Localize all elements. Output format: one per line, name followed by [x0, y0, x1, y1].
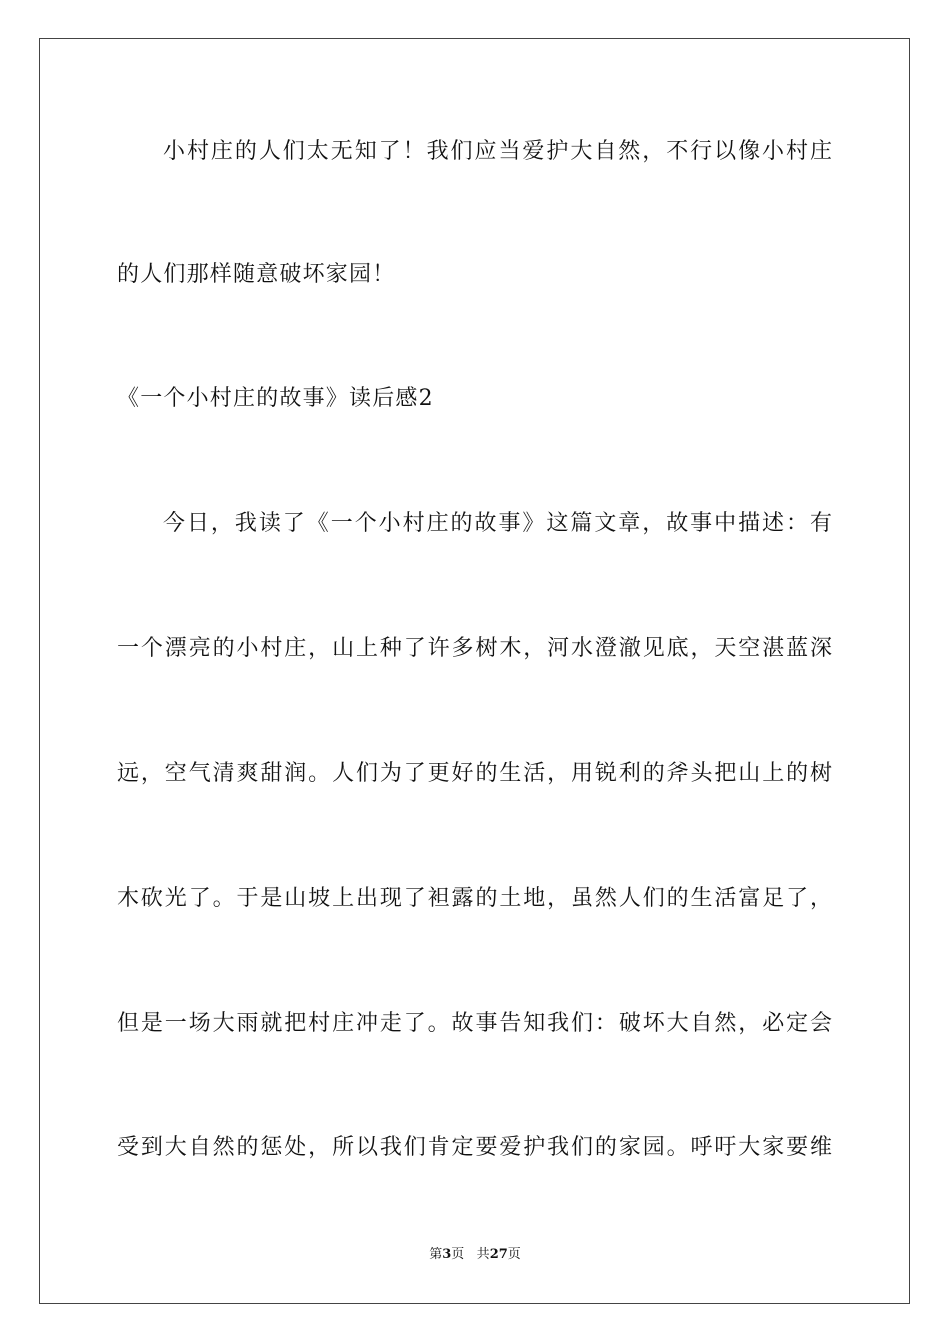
body-line-3: 今日，我读了《一个小村庄的故事》这篇文章，故事中描述：有	[163, 511, 832, 536]
body-line-7: 但是一场大雨就把村庄冲走了。故事告知我们：破坏大自然，必定会	[117, 1011, 832, 1036]
body-line-2: 的人们那样随意破坏家园！	[117, 262, 396, 287]
body-line-1: 小村庄的人们太无知了！我们应当爱护大自然，不行以像小村庄	[163, 139, 832, 164]
footer-total-prefix: 共	[476, 1247, 490, 1262]
body-line-6: 木砍光了。于是山坡上出现了袒露的土地，虽然人们的生活富足了，	[117, 886, 832, 911]
body-line-5: 远，空气清爽甜润。人们为了更好的生活，用锐利的斧头把山上的树	[117, 761, 832, 786]
footer-total-pages: 27	[489, 1247, 508, 1262]
page-footer	[0, 1247, 950, 1263]
footer-page-number: 3	[442, 1247, 452, 1262]
page-frame	[39, 38, 910, 1304]
footer-page-suffix: 页	[451, 1247, 465, 1262]
section-heading: 《一个小村庄的故事》读后感2	[117, 386, 434, 411]
footer-page-prefix: 第	[429, 1247, 443, 1262]
body-line-4: 一个漂亮的小村庄，山上种了许多树木，河水澄澈见底，天空湛蓝深	[117, 636, 832, 661]
body-line-8: 受到大自然的惩处，所以我们肯定要爱护我们的家园。呼吁大家要维	[117, 1135, 832, 1160]
footer-total-suffix: 页	[507, 1247, 521, 1262]
